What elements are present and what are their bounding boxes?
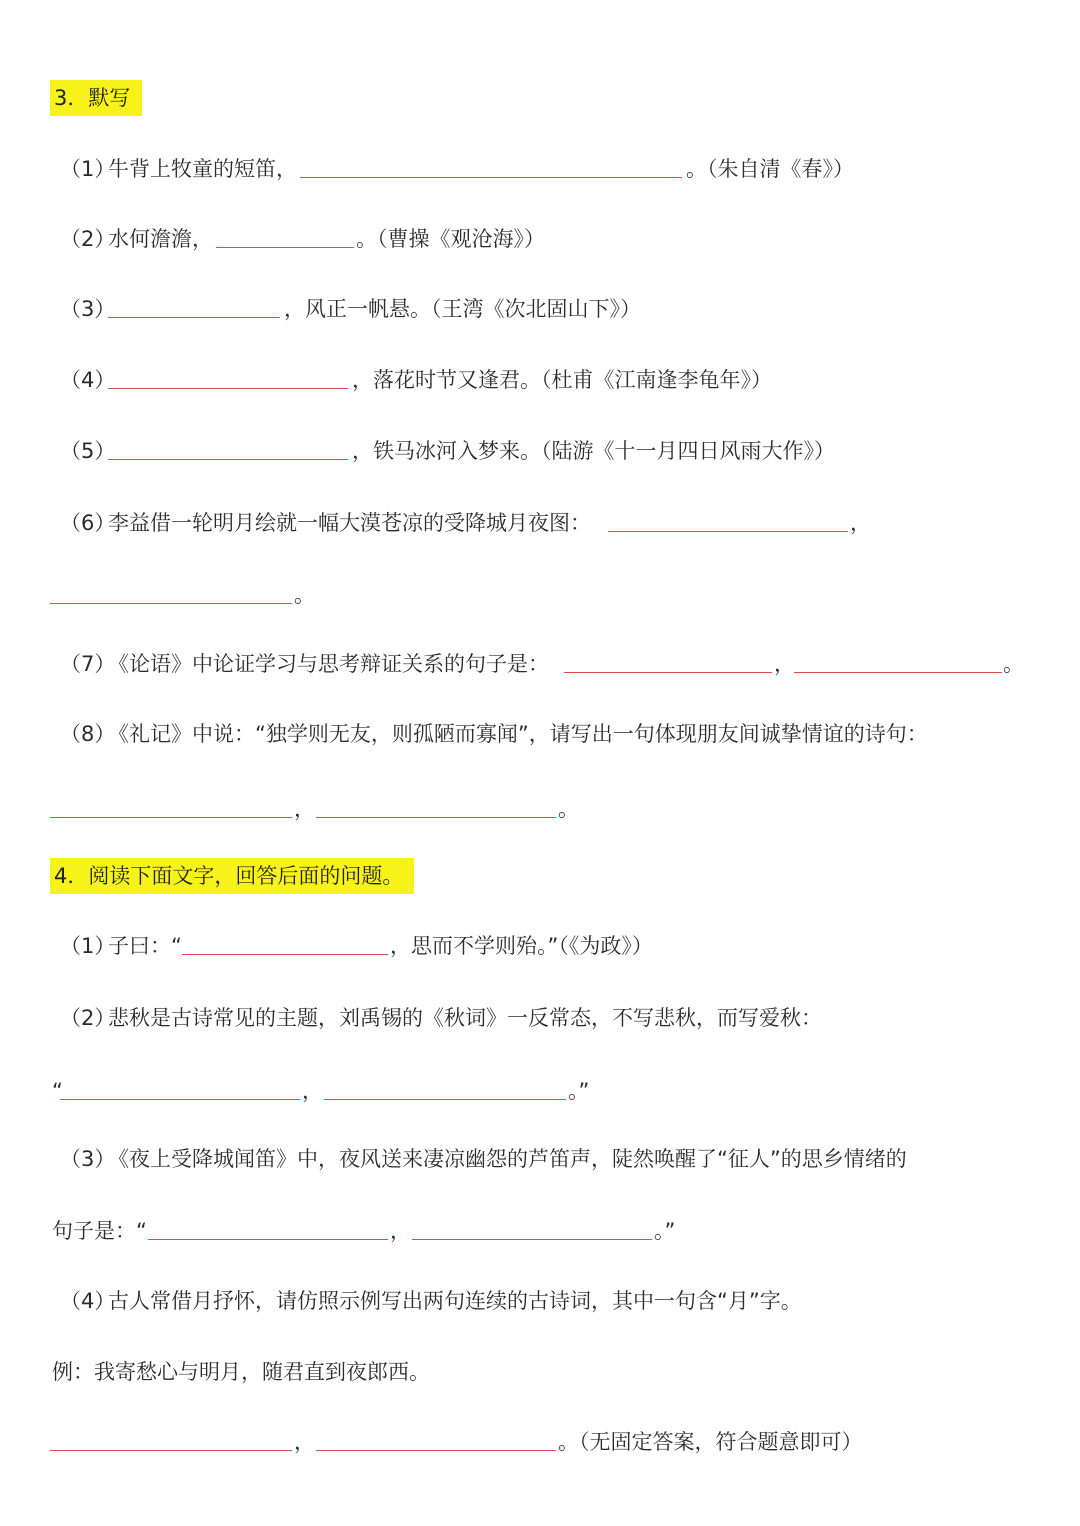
punctuation: ， [302,1079,323,1103]
punctuation: 。” [568,1079,590,1103]
question-text: 《论语》中论证学习与思考辩证关系的句子是： [108,652,549,676]
punctuation: 。 [1003,652,1024,676]
question-source: ，思而不学则殆。”（《为政》） [390,934,653,958]
question-number: （3） [60,297,116,321]
answer-blank[interactable] [50,816,292,818]
answer-blank[interactable] [316,1449,556,1451]
punctuation: 。 [558,797,579,821]
answer-blank[interactable] [412,1238,652,1240]
question-source: 。（曹操《观沧海》） [356,227,545,251]
question-text: 句子是：“ [52,1219,147,1243]
question-number: （8） [60,722,116,746]
question-text: 子曰：“ [108,934,182,958]
answer-blank[interactable] [60,1098,300,1100]
answer-blank[interactable] [216,246,354,248]
answer-blank[interactable] [316,816,556,818]
answer-blank[interactable] [148,1238,388,1240]
question-text: 牛背上牧童的短笛， [108,157,297,181]
question-source: ，落花时节又逢君。（杜甫《江南逢李龟年》） [352,368,772,392]
answer-blank[interactable] [108,316,280,318]
question-number: （4） [60,368,116,392]
question-source: ，铁马冰河入梦来。（陆游《十一月四日风雨大作》） [352,439,835,463]
question-number: （7） [60,652,116,676]
question-number: （4） [60,1289,116,1313]
question-note: 。（无固定答案，符合题意即可） [558,1430,863,1454]
punctuation: ， [850,511,871,535]
answer-blank[interactable] [108,458,348,460]
punctuation: 。” [654,1219,676,1243]
question-text: 水何澹澹， [108,227,213,251]
answer-blank[interactable] [182,953,388,955]
question-number: （6） [60,511,116,535]
question-number: （2） [60,1006,116,1030]
question-text: 古人常借月抒怀，请仿照示例写出两句连续的古诗词，其中一句含“月”字。 [108,1289,802,1313]
punctuation: “ [52,1079,63,1103]
answer-blank[interactable] [300,176,682,178]
answer-blank[interactable] [324,1098,566,1100]
answer-blank[interactable] [608,530,848,532]
section-4-heading: 4．阅读下面文字，回答后面的问题。 [50,858,414,894]
answer-blank[interactable] [794,671,1002,673]
question-number: （1） [60,157,116,181]
question-text: 悲秋是古诗常见的主题，刘禹锡的《秋词》一反常态，不写悲秋，而写爱秋： [108,1006,822,1030]
punctuation: ， [294,1430,315,1454]
question-source: ，风正一帆悬。（王湾《次北固山下》） [284,297,641,321]
example-text: 例：我寄愁心与明月，随君直到夜郎西。 [52,1360,430,1384]
question-number: （5） [60,439,116,463]
section-3-heading: 3．默写 [50,80,142,116]
question-number: （2） [60,227,116,251]
punctuation: 。 [294,583,315,607]
answer-blank[interactable] [50,1449,292,1451]
answer-blank[interactable] [564,671,772,673]
question-number: （1） [60,934,116,958]
answer-blank[interactable] [108,387,348,389]
question-source: 。（朱自清《春》） [686,157,854,181]
question-text: 《礼记》中说：“独学则无友，则孤陋而寡闻”，请写出一句体现朋友间诚挚情谊的诗句： [108,722,928,746]
question-number: （3） [60,1147,116,1171]
punctuation: ， [774,652,795,676]
question-text: 李益借一轮明月绘就一幅大漠苍凉的受降城月夜图： [108,511,591,535]
punctuation: ， [294,797,315,821]
punctuation: ， [390,1219,411,1243]
answer-blank[interactable] [50,602,292,604]
question-text: 《夜上受降城闻笛》中，夜风送来凄凉幽怨的芦笛声，陡然唤醒了“征人”的思乡情绪的 [108,1147,907,1171]
